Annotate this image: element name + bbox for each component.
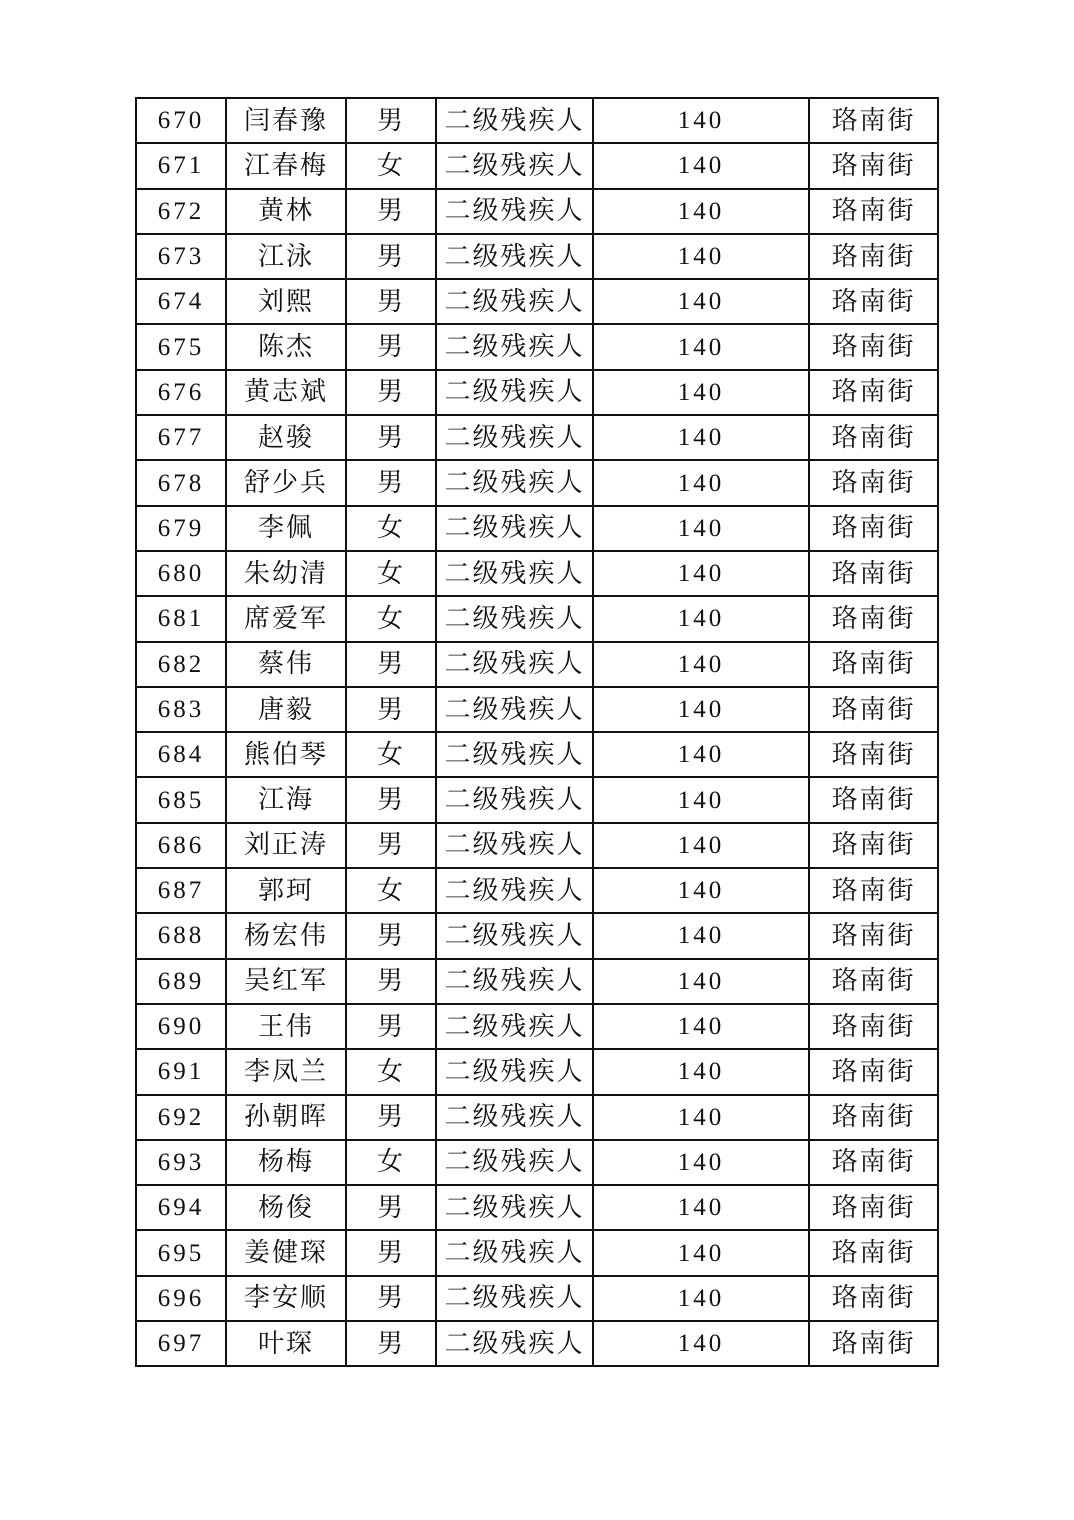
cell-disability-category: 二级残疾人 bbox=[436, 415, 593, 460]
cell-amount: 140 bbox=[593, 913, 809, 958]
cell-name: 黄志斌 bbox=[226, 370, 346, 415]
cell-amount: 140 bbox=[593, 1004, 809, 1049]
cell-serial-number: 696 bbox=[136, 1276, 226, 1321]
cell-amount: 140 bbox=[593, 551, 809, 596]
cell-disability-category: 二级残疾人 bbox=[436, 551, 593, 596]
table-row bbox=[136, 1321, 938, 1366]
cell-gender: 男 bbox=[346, 1230, 436, 1275]
cell-disability-category: 二级残疾人 bbox=[436, 913, 593, 958]
cell-name: 李凤兰 bbox=[226, 1049, 346, 1094]
table-row bbox=[136, 777, 938, 822]
cell-amount: 140 bbox=[593, 234, 809, 279]
cell-street: 珞南街 bbox=[809, 98, 938, 143]
cell-amount: 140 bbox=[593, 460, 809, 505]
cell-disability-category: 二级残疾人 bbox=[436, 1049, 593, 1094]
table-row bbox=[136, 1185, 938, 1230]
cell-name: 杨梅 bbox=[226, 1140, 346, 1185]
cell-gender: 男 bbox=[346, 913, 436, 958]
cell-name: 吴红军 bbox=[226, 959, 346, 1004]
cell-street: 珞南街 bbox=[809, 1004, 938, 1049]
cell-serial-number: 697 bbox=[136, 1321, 226, 1366]
cell-street: 珞南街 bbox=[809, 1185, 938, 1230]
cell-disability-category: 二级残疾人 bbox=[436, 868, 593, 913]
cell-amount: 140 bbox=[593, 98, 809, 143]
cell-name: 闫春豫 bbox=[226, 98, 346, 143]
table-row bbox=[136, 1230, 938, 1275]
cell-street: 珞南街 bbox=[809, 1321, 938, 1366]
cell-gender: 男 bbox=[346, 823, 436, 868]
cell-serial-number: 676 bbox=[136, 370, 226, 415]
cell-amount: 140 bbox=[593, 642, 809, 687]
table-row bbox=[136, 370, 938, 415]
cell-street: 珞南街 bbox=[809, 642, 938, 687]
table-row bbox=[136, 98, 938, 143]
cell-gender: 男 bbox=[346, 1185, 436, 1230]
cell-serial-number: 692 bbox=[136, 1095, 226, 1140]
cell-name: 郭珂 bbox=[226, 868, 346, 913]
table-row bbox=[136, 1140, 938, 1185]
cell-amount: 140 bbox=[593, 324, 809, 369]
table-row bbox=[136, 506, 938, 551]
table-row bbox=[136, 143, 938, 188]
cell-name: 杨宏伟 bbox=[226, 913, 346, 958]
table-row bbox=[136, 279, 938, 324]
table-row bbox=[136, 189, 938, 234]
cell-amount: 140 bbox=[593, 1140, 809, 1185]
table-row bbox=[136, 415, 938, 460]
cell-name: 唐毅 bbox=[226, 687, 346, 732]
cell-gender: 男 bbox=[346, 1321, 436, 1366]
cell-serial-number: 686 bbox=[136, 823, 226, 868]
cell-disability-category: 二级残疾人 bbox=[436, 1276, 593, 1321]
cell-disability-category: 二级残疾人 bbox=[436, 98, 593, 143]
cell-serial-number: 674 bbox=[136, 279, 226, 324]
cell-amount: 140 bbox=[593, 1185, 809, 1230]
cell-disability-category: 二级残疾人 bbox=[436, 959, 593, 1004]
cell-serial-number: 682 bbox=[136, 642, 226, 687]
cell-disability-category: 二级残疾人 bbox=[436, 189, 593, 234]
cell-disability-category: 二级残疾人 bbox=[436, 1185, 593, 1230]
cell-name: 刘熙 bbox=[226, 279, 346, 324]
document-page bbox=[135, 97, 937, 1367]
cell-gender: 男 bbox=[346, 279, 436, 324]
cell-name: 黄林 bbox=[226, 189, 346, 234]
cell-street: 珞南街 bbox=[809, 732, 938, 777]
cell-disability-category: 二级残疾人 bbox=[436, 687, 593, 732]
cell-street: 珞南街 bbox=[809, 596, 938, 641]
cell-street: 珞南街 bbox=[809, 1049, 938, 1094]
cell-street: 珞南街 bbox=[809, 506, 938, 551]
cell-street: 珞南街 bbox=[809, 959, 938, 1004]
cell-serial-number: 672 bbox=[136, 189, 226, 234]
cell-disability-category: 二级残疾人 bbox=[436, 234, 593, 279]
cell-disability-category: 二级残疾人 bbox=[436, 1004, 593, 1049]
cell-serial-number: 683 bbox=[136, 687, 226, 732]
cell-gender: 女 bbox=[346, 1140, 436, 1185]
cell-gender: 男 bbox=[346, 777, 436, 822]
cell-gender: 男 bbox=[346, 98, 436, 143]
table-row bbox=[136, 687, 938, 732]
cell-gender: 女 bbox=[346, 1049, 436, 1094]
cell-disability-category: 二级残疾人 bbox=[436, 370, 593, 415]
table-row bbox=[136, 324, 938, 369]
cell-name: 杨俊 bbox=[226, 1185, 346, 1230]
cell-serial-number: 690 bbox=[136, 1004, 226, 1049]
subsidy-table bbox=[135, 97, 939, 1367]
cell-street: 珞南街 bbox=[809, 415, 938, 460]
cell-gender: 男 bbox=[346, 687, 436, 732]
cell-gender: 男 bbox=[346, 415, 436, 460]
cell-gender: 男 bbox=[346, 642, 436, 687]
cell-street: 珞南街 bbox=[809, 234, 938, 279]
cell-amount: 140 bbox=[593, 959, 809, 1004]
cell-serial-number: 673 bbox=[136, 234, 226, 279]
cell-street: 珞南街 bbox=[809, 868, 938, 913]
cell-street: 珞南街 bbox=[809, 1230, 938, 1275]
cell-disability-category: 二级残疾人 bbox=[436, 460, 593, 505]
cell-name: 舒少兵 bbox=[226, 460, 346, 505]
cell-gender: 男 bbox=[346, 959, 436, 1004]
cell-serial-number: 687 bbox=[136, 868, 226, 913]
cell-serial-number: 684 bbox=[136, 732, 226, 777]
cell-name: 王伟 bbox=[226, 1004, 346, 1049]
cell-street: 珞南街 bbox=[809, 279, 938, 324]
cell-disability-category: 二级残疾人 bbox=[436, 642, 593, 687]
cell-disability-category: 二级残疾人 bbox=[436, 279, 593, 324]
table-row bbox=[136, 460, 938, 505]
table-row bbox=[136, 959, 938, 1004]
table-row bbox=[136, 1049, 938, 1094]
table-row bbox=[136, 234, 938, 279]
cell-amount: 140 bbox=[593, 777, 809, 822]
cell-gender: 女 bbox=[346, 732, 436, 777]
cell-serial-number: 677 bbox=[136, 415, 226, 460]
table-row bbox=[136, 642, 938, 687]
cell-name: 叶琛 bbox=[226, 1321, 346, 1366]
table-row bbox=[136, 596, 938, 641]
table-row bbox=[136, 868, 938, 913]
cell-amount: 140 bbox=[593, 1049, 809, 1094]
cell-name: 江春梅 bbox=[226, 143, 346, 188]
table-row bbox=[136, 1095, 938, 1140]
table-row bbox=[136, 732, 938, 777]
cell-amount: 140 bbox=[593, 1321, 809, 1366]
cell-name: 孙朝晖 bbox=[226, 1095, 346, 1140]
cell-street: 珞南街 bbox=[809, 913, 938, 958]
cell-amount: 140 bbox=[593, 279, 809, 324]
cell-street: 珞南街 bbox=[809, 823, 938, 868]
cell-amount: 140 bbox=[593, 189, 809, 234]
cell-serial-number: 693 bbox=[136, 1140, 226, 1185]
cell-amount: 140 bbox=[593, 370, 809, 415]
cell-serial-number: 671 bbox=[136, 143, 226, 188]
cell-amount: 140 bbox=[593, 596, 809, 641]
table-body bbox=[136, 98, 938, 1366]
cell-disability-category: 二级残疾人 bbox=[436, 1140, 593, 1185]
cell-street: 珞南街 bbox=[809, 460, 938, 505]
cell-name: 姜健琛 bbox=[226, 1230, 346, 1275]
cell-serial-number: 688 bbox=[136, 913, 226, 958]
cell-street: 珞南街 bbox=[809, 189, 938, 234]
cell-serial-number: 670 bbox=[136, 98, 226, 143]
cell-amount: 140 bbox=[593, 506, 809, 551]
cell-amount: 140 bbox=[593, 143, 809, 188]
table-row bbox=[136, 551, 938, 596]
cell-disability-category: 二级残疾人 bbox=[436, 1095, 593, 1140]
cell-disability-category: 二级残疾人 bbox=[436, 143, 593, 188]
cell-street: 珞南街 bbox=[809, 687, 938, 732]
cell-street: 珞南街 bbox=[809, 324, 938, 369]
cell-street: 珞南街 bbox=[809, 777, 938, 822]
cell-street: 珞南街 bbox=[809, 551, 938, 596]
cell-name: 江海 bbox=[226, 777, 346, 822]
cell-amount: 140 bbox=[593, 1230, 809, 1275]
cell-gender: 女 bbox=[346, 868, 436, 913]
cell-amount: 140 bbox=[593, 1276, 809, 1321]
cell-serial-number: 675 bbox=[136, 324, 226, 369]
cell-name: 熊伯琴 bbox=[226, 732, 346, 777]
cell-disability-category: 二级残疾人 bbox=[436, 1230, 593, 1275]
table-row bbox=[136, 1004, 938, 1049]
cell-amount: 140 bbox=[593, 868, 809, 913]
cell-disability-category: 二级残疾人 bbox=[436, 732, 593, 777]
cell-street: 珞南街 bbox=[809, 1095, 938, 1140]
cell-serial-number: 681 bbox=[136, 596, 226, 641]
table-row bbox=[136, 913, 938, 958]
cell-street: 珞南街 bbox=[809, 370, 938, 415]
cell-disability-category: 二级残疾人 bbox=[436, 506, 593, 551]
cell-gender: 男 bbox=[346, 1095, 436, 1140]
cell-serial-number: 685 bbox=[136, 777, 226, 822]
cell-name: 李安顺 bbox=[226, 1276, 346, 1321]
table-row bbox=[136, 1276, 938, 1321]
cell-disability-category: 二级残疾人 bbox=[436, 596, 593, 641]
cell-gender: 男 bbox=[346, 234, 436, 279]
cell-gender: 男 bbox=[346, 189, 436, 234]
cell-serial-number: 691 bbox=[136, 1049, 226, 1094]
cell-serial-number: 689 bbox=[136, 959, 226, 1004]
cell-serial-number: 680 bbox=[136, 551, 226, 596]
cell-disability-category: 二级残疾人 bbox=[436, 777, 593, 822]
cell-serial-number: 678 bbox=[136, 460, 226, 505]
cell-name: 朱幼清 bbox=[226, 551, 346, 596]
cell-gender: 女 bbox=[346, 506, 436, 551]
cell-name: 刘正涛 bbox=[226, 823, 346, 868]
cell-name: 江泳 bbox=[226, 234, 346, 279]
cell-disability-category: 二级残疾人 bbox=[436, 324, 593, 369]
cell-disability-category: 二级残疾人 bbox=[436, 1321, 593, 1366]
cell-name: 赵骏 bbox=[226, 415, 346, 460]
cell-amount: 140 bbox=[593, 1095, 809, 1140]
cell-serial-number: 679 bbox=[136, 506, 226, 551]
cell-serial-number: 695 bbox=[136, 1230, 226, 1275]
cell-gender: 男 bbox=[346, 324, 436, 369]
cell-amount: 140 bbox=[593, 732, 809, 777]
cell-gender: 男 bbox=[346, 460, 436, 505]
cell-street: 珞南街 bbox=[809, 1140, 938, 1185]
cell-gender: 男 bbox=[346, 1004, 436, 1049]
cell-amount: 140 bbox=[593, 823, 809, 868]
cell-gender: 女 bbox=[346, 143, 436, 188]
table-row bbox=[136, 823, 938, 868]
cell-gender: 女 bbox=[346, 551, 436, 596]
cell-name: 蔡伟 bbox=[226, 642, 346, 687]
cell-name: 陈杰 bbox=[226, 324, 346, 369]
cell-disability-category: 二级残疾人 bbox=[436, 823, 593, 868]
cell-gender: 女 bbox=[346, 596, 436, 641]
cell-gender: 男 bbox=[346, 370, 436, 415]
cell-gender: 男 bbox=[346, 1276, 436, 1321]
cell-name: 李佩 bbox=[226, 506, 346, 551]
cell-serial-number: 694 bbox=[136, 1185, 226, 1230]
cell-amount: 140 bbox=[593, 415, 809, 460]
cell-street: 珞南街 bbox=[809, 1276, 938, 1321]
cell-street: 珞南街 bbox=[809, 143, 938, 188]
cell-name: 席爱军 bbox=[226, 596, 346, 641]
cell-amount: 140 bbox=[593, 687, 809, 732]
